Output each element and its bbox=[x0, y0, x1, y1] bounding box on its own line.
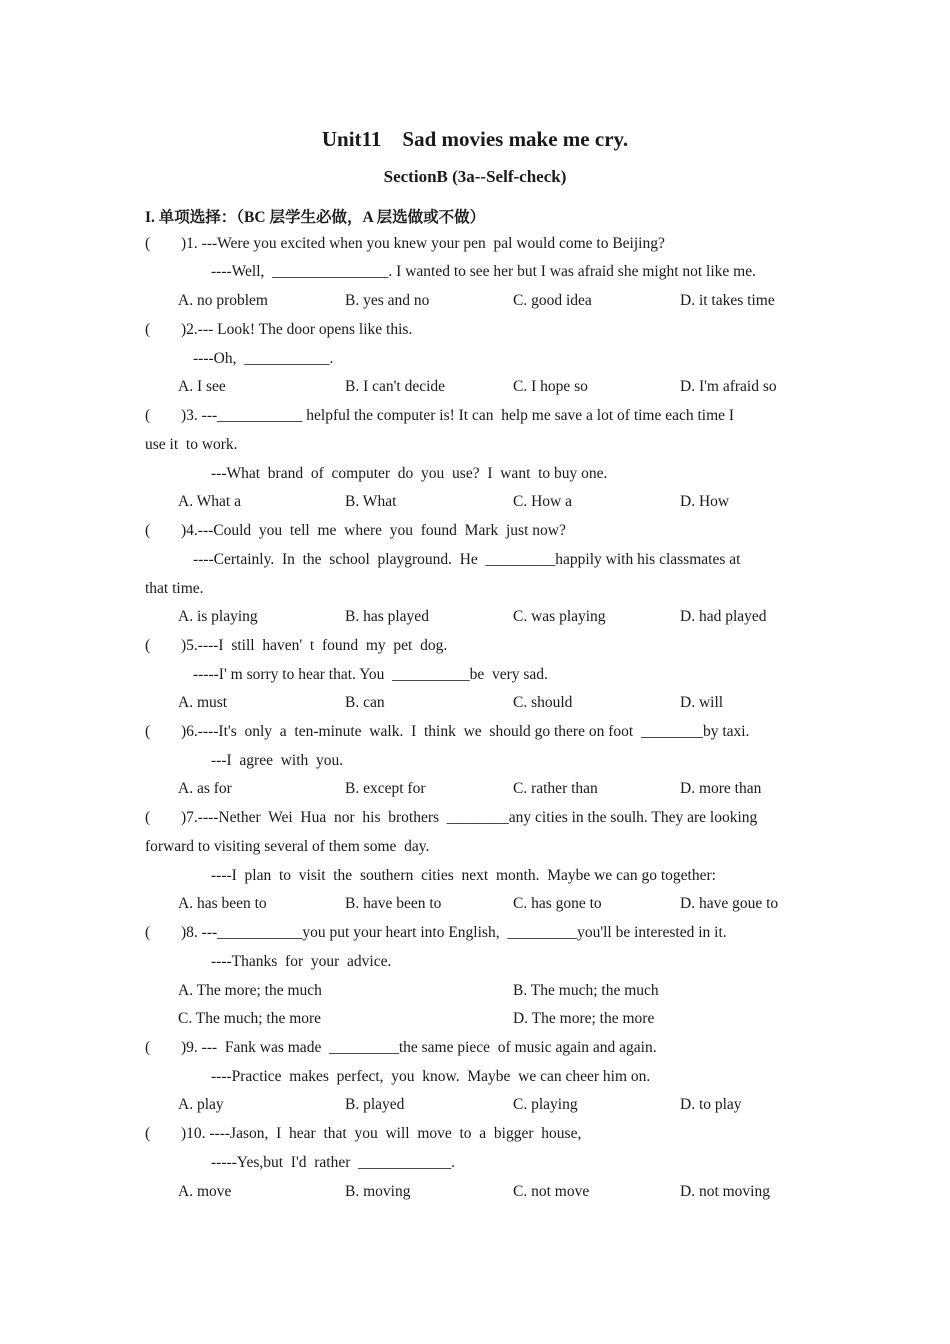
page-subtitle: SectionB (3a--Self-check) bbox=[383, 167, 567, 186]
question-2-paren: ( bbox=[145, 321, 151, 338]
question-2-option-d: D. I'm afraid so bbox=[680, 378, 777, 395]
question-9-option-d: D. to play bbox=[680, 1096, 742, 1113]
question-9-option-a: A. play bbox=[178, 1096, 224, 1113]
question-1-stem: )1. ---Were you excited when you knew your pen pal would come to Beijing? bbox=[181, 235, 665, 252]
question-7-option-b: B. have been to bbox=[345, 895, 442, 912]
question-5-stem: )5.----I still haven' t found my pet dog. bbox=[181, 637, 448, 654]
question-9-option-b: B. played bbox=[345, 1096, 405, 1113]
question-5-option-a: A. must bbox=[178, 694, 228, 711]
question-4-option-a: A. is playing bbox=[178, 608, 258, 625]
question-1-option-d: D. it takes time bbox=[680, 292, 775, 309]
question-2-reply: ----Oh, ___________. bbox=[193, 350, 334, 367]
question-1-option-c: C. good idea bbox=[513, 292, 592, 309]
page-title: Unit11 Sad movies make me cry. bbox=[321, 127, 629, 151]
question-4-option-d: D. had played bbox=[680, 608, 767, 625]
section-header: I. 单项选择：（BC 层学生必做，A 层选做或不做） bbox=[145, 209, 486, 226]
question-2-option-b: B. I can't decide bbox=[345, 378, 446, 395]
question-9-stem: )9. --- Fank was made _________the same piece of music again and again. bbox=[181, 1039, 657, 1056]
question-10-reply: -----Yes,but I'd rather ____________. bbox=[211, 1154, 456, 1171]
question-5-reply: -----I' m sorry to hear that. You __________be very sad. bbox=[193, 666, 548, 683]
question-8-reply: ----Thanks for your advice. bbox=[211, 953, 392, 970]
question-6-option-c: C. rather than bbox=[513, 780, 598, 797]
question-9-reply: ----Practice makes perfect, you know. Maybe we can cheer him on. bbox=[211, 1068, 651, 1085]
question-1-option-a: A. no problem bbox=[178, 292, 268, 309]
question-3-paren: ( bbox=[145, 407, 151, 424]
question-5-paren: ( bbox=[145, 637, 151, 654]
question-8-stem: )8. ---___________you put your heart into English, _________you'll be interested in it. bbox=[181, 924, 727, 941]
question-10-option-d: D. not moving bbox=[680, 1183, 770, 1200]
question-7-paren: ( bbox=[145, 809, 151, 826]
question-4-paren: ( bbox=[145, 522, 151, 539]
question-4-option-b: B. has played bbox=[345, 608, 429, 625]
question-3-option-a: A. What a bbox=[178, 493, 241, 510]
question-6-paren: ( bbox=[145, 723, 151, 740]
question-2-stem: )2.--- Look! The door opens like this. bbox=[181, 321, 413, 338]
question-2-option-c: C. I hope so bbox=[513, 378, 588, 395]
question-10-option-a: A. move bbox=[178, 1183, 232, 1200]
question-4-stem: )4.---Could you tell me where you found Mark just now? bbox=[181, 522, 566, 539]
question-5-option-d: D. will bbox=[680, 694, 724, 711]
question-10-option-b: B. moving bbox=[345, 1183, 411, 1200]
question-3-reply: ---What brand of computer do you use? I want to buy one. bbox=[211, 465, 608, 482]
question-3-stem: )3. ---___________ helpful the computer is! It can help me save a lot of time each time I bbox=[181, 407, 735, 424]
question-9-option-c: C. playing bbox=[513, 1096, 578, 1113]
question-10-option-c: C. not move bbox=[513, 1183, 590, 1200]
question-8-option-d: D. The more; the more bbox=[513, 1010, 655, 1027]
question-2-option-a: A. I see bbox=[178, 378, 226, 395]
question-1-option-b: B. yes and no bbox=[345, 292, 430, 309]
question-3-option-c: C. How a bbox=[513, 493, 572, 510]
question-7-option-c: C. has gone to bbox=[513, 895, 602, 912]
question-4-reply-cont: that time. bbox=[145, 580, 204, 597]
question-8-option-b: B. The much; the much bbox=[513, 982, 659, 999]
question-3-stem-cont: use it to work. bbox=[145, 436, 238, 453]
question-4-option-c: C. was playing bbox=[513, 608, 606, 625]
question-10-stem: )10. ----Jason, I hear that you will move to a bigger house, bbox=[181, 1125, 582, 1142]
question-8-option-a: A. The more; the much bbox=[178, 982, 322, 999]
question-7-reply: ----I plan to visit the southern cities next month. Maybe we can go together: bbox=[211, 867, 716, 884]
question-3-option-d: D. How bbox=[680, 493, 730, 510]
question-8-option-c: C. The much; the more bbox=[178, 1010, 322, 1027]
question-5-option-b: B. can bbox=[345, 694, 385, 711]
question-5-option-c: C. should bbox=[513, 694, 573, 711]
question-8-paren: ( bbox=[145, 924, 151, 941]
question-6-reply: ---I agree with you. bbox=[211, 752, 344, 769]
question-6-option-d: D. more than bbox=[680, 780, 762, 797]
question-7-option-a: A. has been to bbox=[178, 895, 267, 912]
question-1-reply: ----Well, _______________. I wanted to see her but I was afraid she might not like me. bbox=[211, 263, 756, 280]
question-9-paren: ( bbox=[145, 1039, 151, 1056]
question-1-paren: ( bbox=[145, 235, 151, 252]
question-7-stem: )7.----Nether Wei Hua nor his brothers ________any cities in the soulh. They are looking bbox=[181, 809, 758, 826]
question-6-option-a: A. as for bbox=[178, 780, 232, 797]
question-7-stem-cont: forward to visiting several of them some day. bbox=[145, 838, 430, 855]
question-3-option-b: B. What bbox=[345, 493, 397, 510]
question-10-paren: ( bbox=[145, 1125, 151, 1142]
question-4-reply: ----Certainly. In the school playground. He _________happily with his classmates at bbox=[193, 551, 741, 568]
question-6-stem: )6.----It's only a ten-minute walk. I think we should go there on foot ________by taxi. bbox=[181, 723, 750, 740]
question-7-option-d: D. have goue to bbox=[680, 895, 779, 912]
question-6-option-b: B. except for bbox=[345, 780, 426, 797]
